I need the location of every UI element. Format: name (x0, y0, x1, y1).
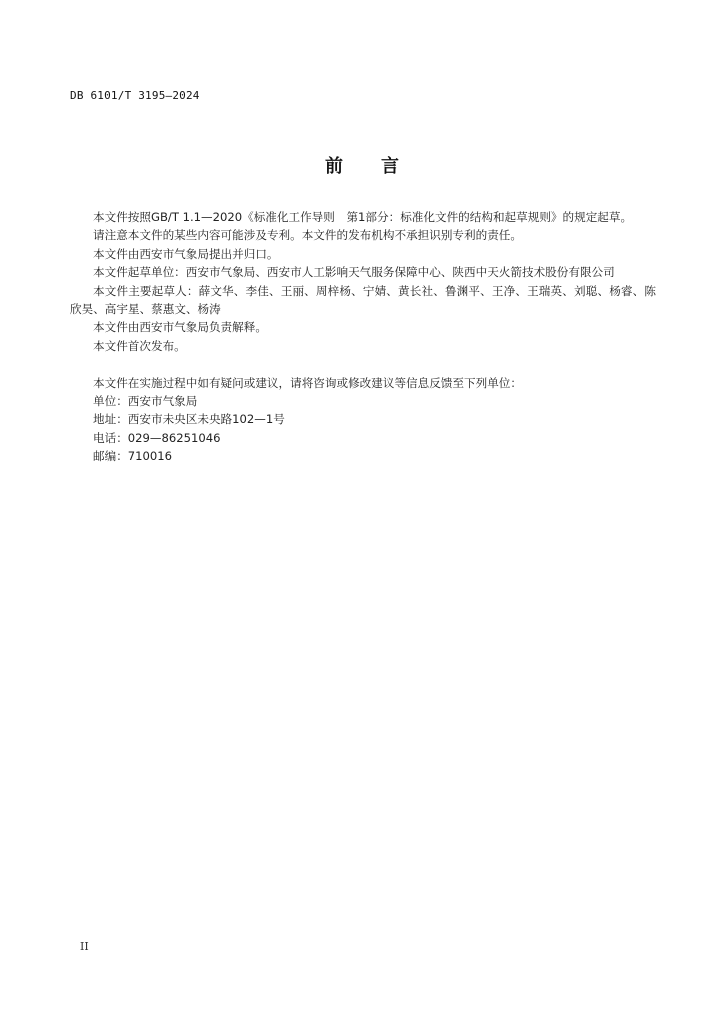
feedback-address: 地址：西安市未央区未央路102—1号 (93, 412, 285, 427)
paragraph-feedback-intro: 本文件在实施过程中如有疑问或建议，请将咨询或修改建议等信息反馈至下列单位： (93, 375, 522, 390)
feedback-unit: 单位：西安市气象局 (93, 394, 198, 409)
paragraph-drafters: 本文件主要起草人：薛文华、李佳、王丽、周梓杨、宁婧、黄长社、鲁渊平、王净、王瑞英、刘聪、杨睿、陈欣昊、高宇星、蔡惠文、杨涛 (70, 283, 656, 317)
paragraph-first-release: 本文件首次发布。 (93, 338, 186, 353)
title-char-2: 言 (381, 156, 399, 177)
foreword-body (70, 208, 656, 466)
paragraph-drafting-basis: 本文件按照GB/T 1.1—2020《标准化工作导则 第1部分：标准化文件的结构和起草规则》的规定起草。 (93, 210, 633, 224)
title-char-1: 前 (325, 156, 343, 177)
spacer (70, 355, 656, 373)
page-title (0, 152, 724, 178)
paragraph-interpretation: 本文件由西安市气象局负责解释。 (93, 320, 267, 335)
paragraph-drafting-units: 本文件起草单位：西安市气象局、西安市人工影响天气服务保障中心、陕西中天火箭技术股份有限公司 (93, 265, 615, 280)
standard-code: DB 6101/T 3195—2024 (70, 89, 200, 102)
paragraph-proposer: 本文件由西安市气象局提出并归口。 (93, 246, 279, 261)
paragraph-patent-notice: 请注意本文件的某些内容可能涉及专利。本文件的发布机构不承担识别专利的责任。 (93, 228, 522, 243)
page-number: II (80, 940, 89, 953)
feedback-phone: 电话：029—86251046 (93, 430, 221, 445)
feedback-postcode: 邮编：710016 (93, 449, 173, 464)
